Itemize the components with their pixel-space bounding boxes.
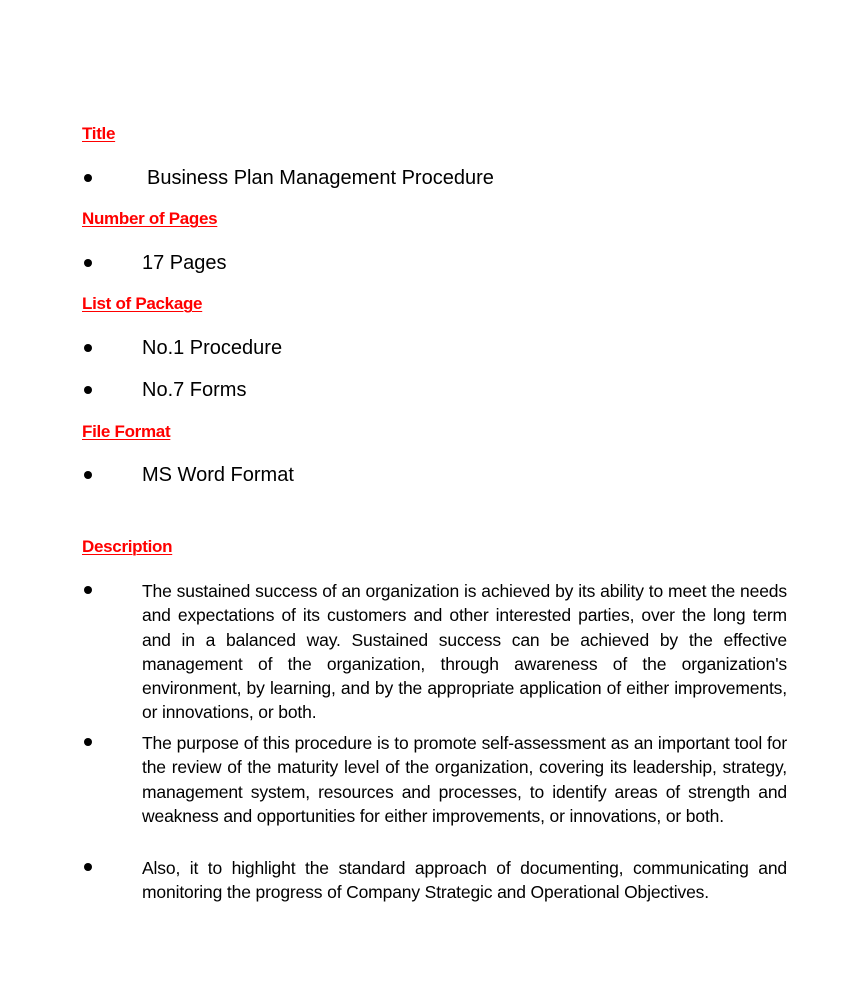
item-text: Business Plan Management Procedure (147, 167, 494, 189)
item-text: 17 Pages (142, 252, 227, 274)
description-paragraph (82, 731, 787, 828)
bullet-icon (84, 259, 92, 267)
paragraph-text: The purpose of this procedure is to promote self-assessment as an important tool for the review of the maturity level of the organization, covering its leadership, strategy, management system, resources and processes, to identify areas of strength and weakness and opportunities for either improvements, or innovations, or both. (142, 733, 787, 826)
heading-title: Title (82, 124, 116, 143)
paragraph-text: Also, it to highlight the standard approach of documenting, communicating and monitoring the progress of Company Strategic and Operational Objectives. (142, 858, 787, 903)
bullet-icon (84, 174, 92, 182)
bullet-icon (84, 863, 92, 871)
item-text: No.1 Procedure (142, 337, 283, 359)
description-paragraph (82, 856, 787, 905)
bullet-icon (84, 344, 92, 352)
heading-list-of-package: List of Package (82, 294, 203, 313)
item-text: No.7 Forms (142, 379, 247, 401)
bullet-icon (84, 586, 92, 594)
heading-number-of-pages: Number of Pages (82, 209, 218, 228)
heading-file-format: File Format (82, 422, 171, 441)
bullet-icon (84, 386, 92, 394)
paragraph-text: The sustained success of an organization is achieved by its ability to meet the needs and expectations of its customers and other interested parties, over the long term and in a balanced way. Sustained success can be achieved by the effective management of the organization, through awareness of the organization's environment, by learning, and by the appropriate application of either improvements, or innovations, or both. (142, 581, 787, 723)
bullet-icon (84, 738, 92, 746)
item-text: MS Word Format (142, 464, 294, 486)
description-paragraph (82, 579, 787, 725)
bullet-icon (84, 471, 92, 479)
heading-description: Description (82, 537, 173, 556)
